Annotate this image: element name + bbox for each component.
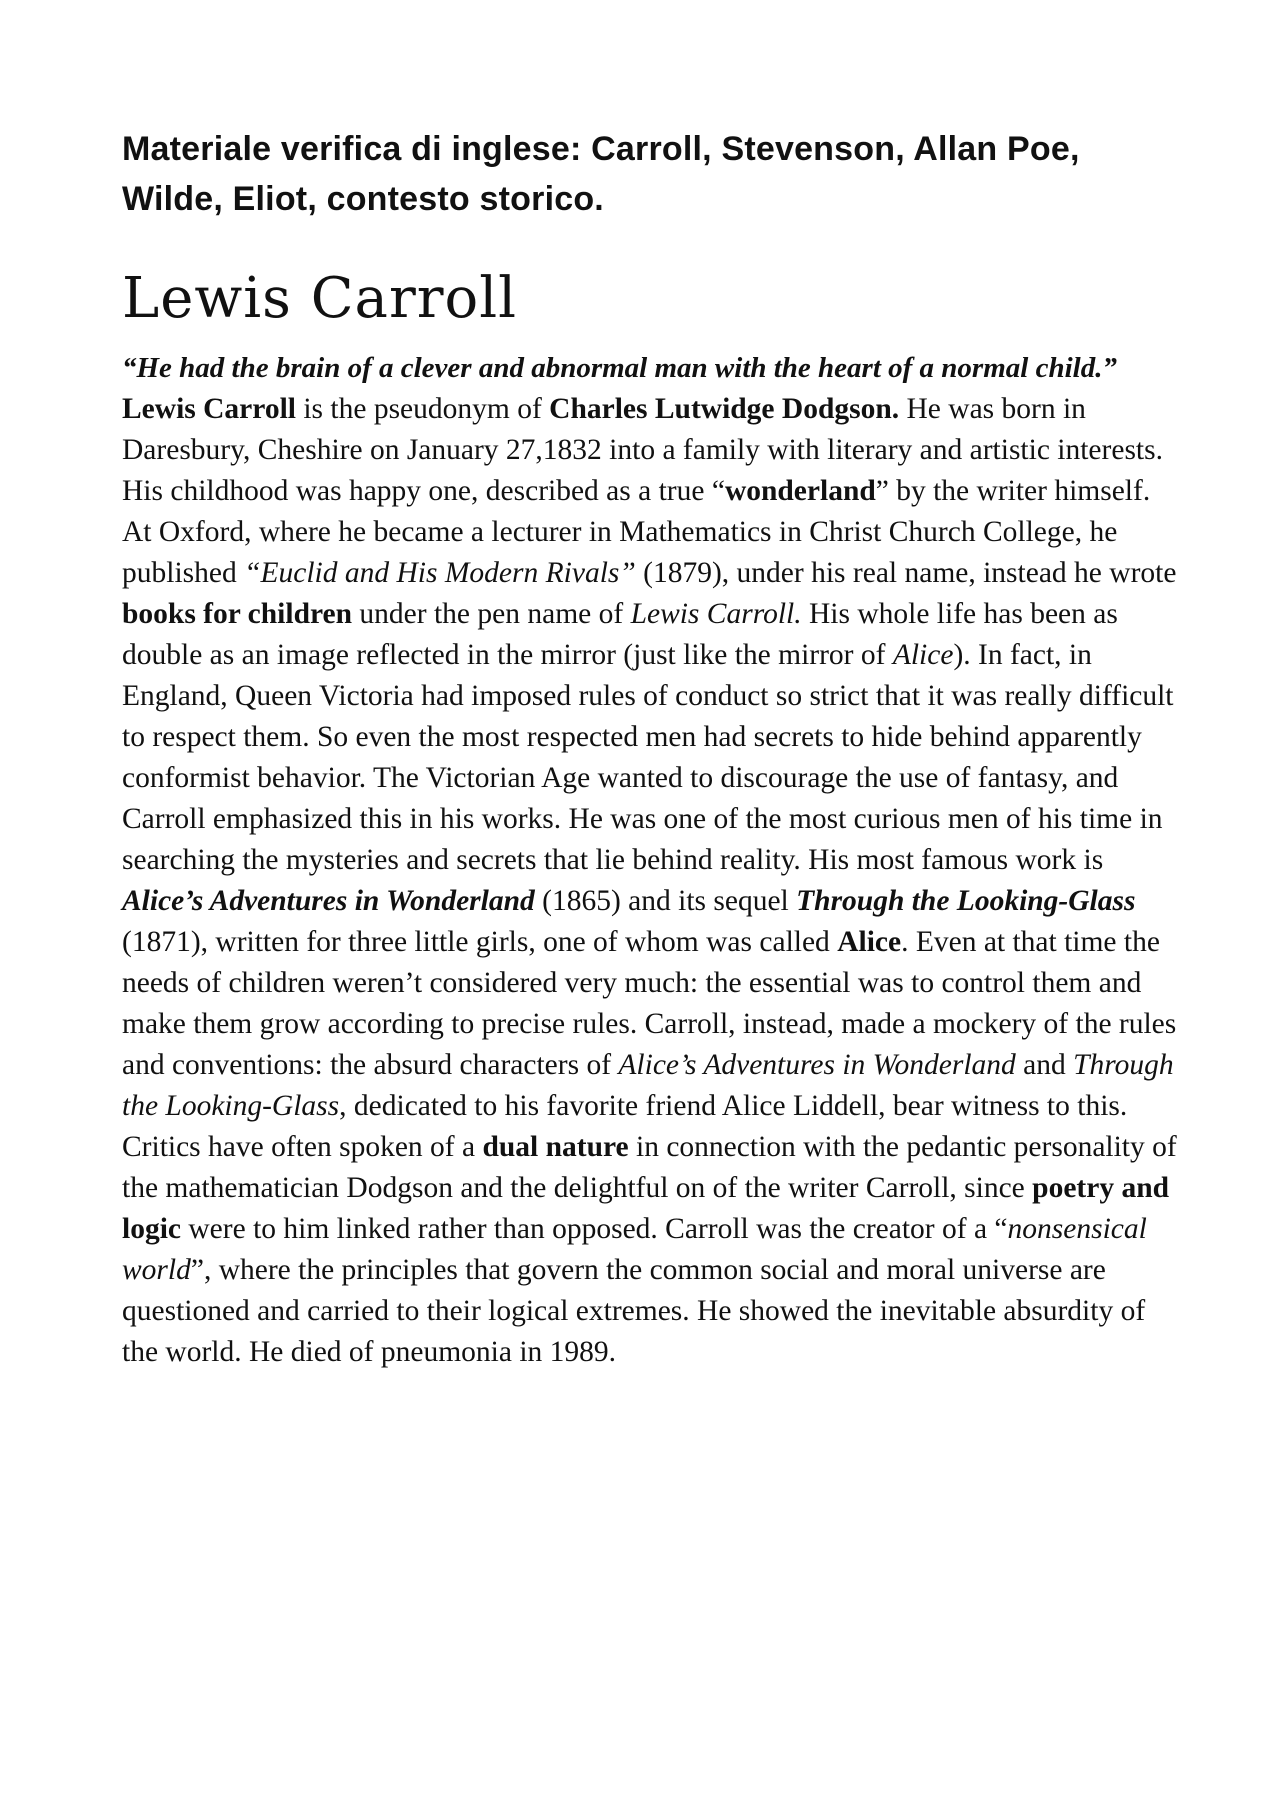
text-run: Alice — [837, 926, 902, 958]
document-page — [122, 124, 1182, 1373]
text-run: Alice’s Adventures in Wonderland — [618, 1049, 1016, 1081]
document-title: Materiale verifica di inglese: Carroll, Stevenson, Allan Poe, Wilde, Eliot, contesto storico. — [122, 130, 1080, 218]
text-run: wonderland — [724, 475, 876, 507]
text-run: books for children — [122, 598, 353, 630]
text-run: , dedicated to his favorite friend Alice Liddell, bear witness to this. — [339, 1090, 1128, 1122]
text-run: were to him linked rather than opposed. Carroll was the creator of a “ — [181, 1213, 1008, 1245]
text-run: (1871), written for three little girls, one of whom was called — [122, 926, 838, 958]
text-run: poetry and logic — [122, 1172, 1170, 1245]
text-run: dual nature — [482, 1131, 629, 1163]
text-run: Critics have often spoken of a — [122, 1131, 483, 1163]
text-run: “Euclid and His Modern Rivals” — [244, 557, 636, 589]
opening-quote: “He had the brain of a clever and abnormal man with the heart of a normal child.” — [122, 352, 1117, 384]
text-run: ” by the writer himself. At Oxford, where he became a lecturer in Mathematics in Christ Church College, he published — [122, 475, 1151, 589]
text-run: Through the Looking-Glass — [122, 1049, 1174, 1122]
text-run: Through the Looking-Glass — [796, 885, 1136, 917]
text-run: Lewis Carroll. — [630, 598, 802, 630]
text-run: is the pseudonym of — [295, 393, 550, 425]
section-heading: Lewis Carroll — [122, 266, 518, 331]
text-run: (1865) and its sequel — [534, 885, 797, 917]
text-run: and — [1015, 1049, 1074, 1081]
text-run: He was born in Daresbury, Cheshire on January 27,1832 into a family with literary and artistic interests. His childhood was happy one, described as a true “ — [122, 393, 1163, 507]
text-run: His whole life has been as double as an image reflected in the mirror (just like the mirror of — [122, 598, 1118, 671]
text-run: nonsensical world — [122, 1213, 1147, 1286]
text-run: ). In fact, in England, Queen Victoria had imposed rules of conduct so strict that it was really difficult to respect them. So even the most respected men had secrets to hide behind apparently conformist behavior. The Victorian Age wanted to discourage the use of fantasy, and Carroll emphasized this in his works. He was one of the most curious men of his time in searching the mysteries and secrets that lie behind reality. His most famous work is — [122, 639, 1174, 876]
text-run: (1879), under his real name, instead he wrote — [635, 557, 1177, 589]
critics-paragraph — [122, 1127, 1182, 1373]
text-run: in connection with the pedantic personality of the mathematician Dodgson and the delightful on of the writer Carroll, since — [122, 1131, 1177, 1204]
text-run: Alice — [892, 639, 954, 671]
biography-paragraph — [122, 389, 1182, 1127]
text-run: ”, where the principles that govern the common social and moral universe are questioned and carried to their logical extremes. He showed the inevitable absurdity of the world. He died of pneumonia in 1989. — [122, 1254, 1146, 1368]
text-run: Charles Lutwidge Dodgson. — [549, 393, 900, 425]
text-run: Lewis Carroll — [122, 393, 296, 425]
text-run: . Even at that time the needs of children weren’t considered very much: the essential was to control them and make them grow according to precise rules. Carroll, instead, made a mockery of the rules and conventions: the absurd characters of — [122, 926, 1177, 1081]
text-run: Alice’s Adventures in Wonderland — [122, 885, 535, 917]
text-run: under the pen name of — [352, 598, 631, 630]
